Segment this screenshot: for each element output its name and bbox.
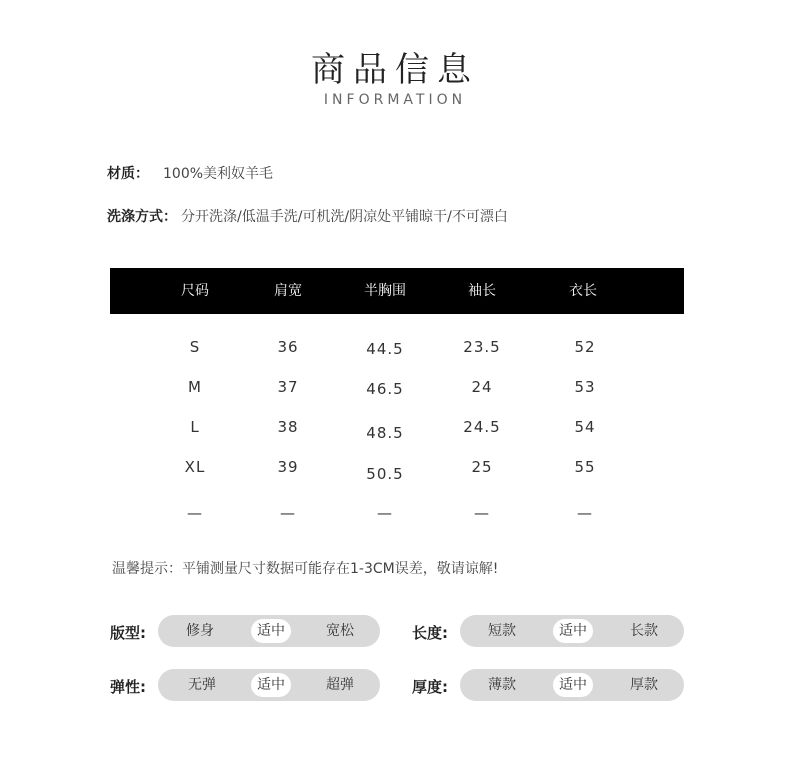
- table-cell: 23.5: [463, 338, 501, 356]
- table-cell: —: [187, 504, 203, 522]
- fit-selector: [158, 615, 380, 647]
- material-line: [107, 163, 273, 183]
- thickness-selector: [460, 669, 684, 701]
- table-cell: 24.5: [463, 418, 501, 436]
- thickness-option[interactable]: 薄款: [488, 677, 516, 693]
- size-table-header: [110, 268, 684, 314]
- thickness-option-selected[interactable]: 适中: [553, 673, 593, 697]
- thickness-option[interactable]: 厚款: [630, 677, 658, 693]
- measurement-note: 温馨提示：平铺测量尺寸数据可能存在1-3CM误差，敬请谅解!: [112, 561, 499, 577]
- elasticity-selector: [158, 669, 380, 701]
- table-cell: 55: [574, 458, 596, 476]
- length-option[interactable]: 短款: [488, 623, 516, 639]
- elasticity-option[interactable]: 超弹: [326, 677, 354, 693]
- header-chest: 半胸围: [364, 283, 406, 299]
- table-cell: 53: [574, 378, 596, 396]
- material-label: 材质：: [107, 166, 149, 182]
- table-cell: 37: [277, 378, 299, 396]
- elasticity-label: 弹性:: [110, 678, 146, 696]
- page-title: 商品信息: [311, 50, 479, 90]
- table-cell: 44.5: [366, 340, 404, 358]
- table-cell: 39: [277, 458, 299, 476]
- fit-option-selected[interactable]: 适中: [251, 619, 291, 643]
- header-shoulder: 肩宽: [274, 283, 302, 299]
- washing-line: [107, 206, 508, 226]
- table-cell: 52: [574, 338, 596, 356]
- fit-option[interactable]: 修身: [186, 623, 214, 639]
- table-cell: 48.5: [366, 424, 404, 442]
- table-cell: XL: [184, 458, 206, 476]
- table-cell: 50.5: [366, 465, 404, 483]
- header-size: 尺码: [181, 283, 209, 299]
- material-value: 100%美利奴羊毛: [163, 166, 274, 182]
- header-sleeve: 袖长: [468, 283, 496, 299]
- table-cell: 38: [277, 418, 299, 436]
- elasticity-option-selected[interactable]: 适中: [251, 673, 291, 697]
- thickness-label: 厚度:: [412, 678, 448, 696]
- table-cell: —: [474, 504, 490, 522]
- length-selector: [460, 615, 684, 647]
- fit-label: 版型:: [110, 624, 146, 642]
- page-subtitle: INFORMATION: [323, 92, 467, 108]
- table-cell: 54: [574, 418, 596, 436]
- header-length: 衣长: [569, 283, 597, 299]
- table-cell: M: [188, 378, 202, 396]
- length-option[interactable]: 长款: [630, 623, 658, 639]
- washing-label: 洗涤方式：: [107, 209, 177, 225]
- table-cell: 25: [471, 458, 493, 476]
- table-cell: —: [280, 504, 296, 522]
- table-cell: 36: [277, 338, 299, 356]
- table-cell: —: [377, 504, 393, 522]
- table-cell: —: [577, 504, 593, 522]
- length-option-selected[interactable]: 适中: [553, 619, 593, 643]
- washing-value: 分开洗涤/低温手洗/可机洗/阴凉处平铺晾干/不可漂白: [181, 209, 508, 225]
- table-cell: 46.5: [366, 380, 404, 398]
- elasticity-option[interactable]: 无弹: [188, 677, 216, 693]
- table-cell: 24: [471, 378, 493, 396]
- table-cell: L: [190, 418, 200, 436]
- fit-option[interactable]: 宽松: [326, 623, 354, 639]
- table-cell: S: [189, 338, 201, 356]
- length-label: 长度:: [412, 624, 448, 642]
